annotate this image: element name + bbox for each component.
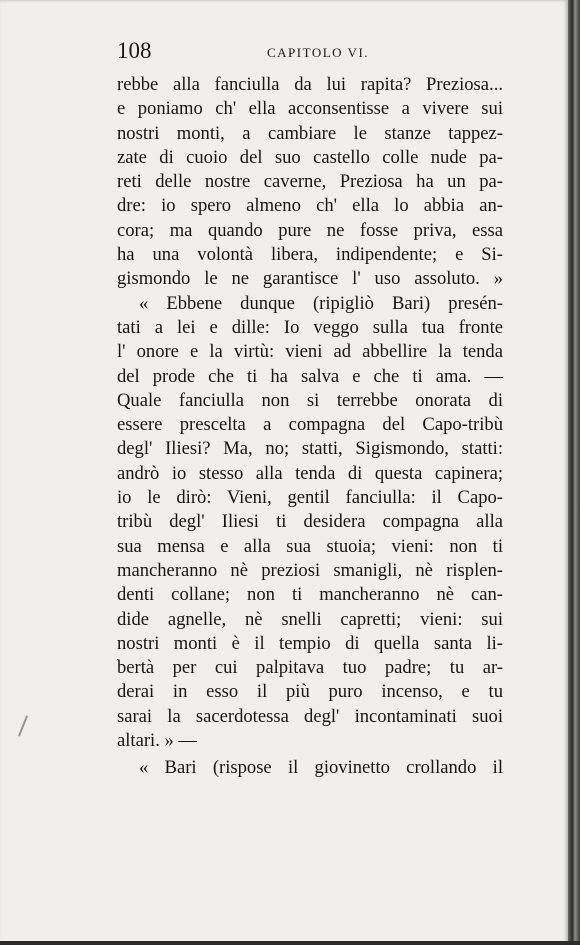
- text-line: sua mensa e alla sua stuoia; vieni: non ti: [117, 535, 503, 557]
- text-line: essere prescelta a compagna del Capo-tribù: [117, 414, 503, 436]
- text-line: l' onore e la virtù: vieni ad abbellire la tenda: [117, 341, 503, 363]
- text-line: gismondo le ne garantisce l' uso assoluto. »: [117, 268, 503, 290]
- text-line: dre: io spero almeno ch' ella lo abbia an-: [117, 195, 503, 217]
- text-line: « Ebbene dunque (ripigliò Bari) presén-: [139, 292, 503, 314]
- text-line: cora; ma quando pure ne fosse priva, essa: [117, 219, 503, 241]
- text-line: derai in esso il più puro incenso, e tu: [117, 681, 503, 703]
- text-line: del prode che ti ha salva e che ti ama. —: [117, 365, 503, 387]
- text-line: ha una volontà libera, indipendente; e Si-: [117, 244, 503, 266]
- text-line: sarai la sacerdotessa degl' incontaminati suoi: [117, 705, 503, 727]
- text-line: zate di cuoio del suo castello colle nude pa-: [117, 146, 503, 168]
- body-text: [117, 73, 503, 781]
- text-line: mancheranno nè preziosi smanigli, nè risplen-: [117, 559, 503, 581]
- text-line: tati a lei e dille: Io veggo sulla tua fronte: [117, 316, 503, 338]
- text-line: dide agnelle, nè snelli capretti; vieni: sui: [117, 608, 503, 630]
- text-line: denti collane; non ti mancheranno nè can-: [117, 584, 503, 606]
- text-line: tribù degl' Iliesi ti desidera compagna alla: [117, 511, 503, 533]
- bottom-edge: [0, 941, 580, 945]
- page-number: 108: [117, 38, 152, 63]
- text-line: « Bari (rispose il giovinetto crollando il: [139, 757, 503, 779]
- page-edge: [568, 0, 580, 945]
- text-line: rebbe alla fanciulla da lui rapita? Preziosa...: [117, 74, 503, 95]
- text-line: Quale fanciulla non si terrebbe onorata di: [117, 389, 503, 411]
- text-line: nostri monti è il tempio di quella santa li-: [117, 632, 503, 654]
- text-line: reti delle nostre caverne, Preziosa ha un pa-: [117, 171, 503, 193]
- text-line: degl' Iliesi? Ma, no; statti, Sigismondo, statti:: [117, 438, 503, 460]
- text-line: nostri monti, a cambiare le stanze tappez-: [117, 122, 503, 144]
- text-line: bertà per cui palpitava tuo padre; tu ar-: [117, 657, 503, 679]
- text-line: io le dirò: Vieni, gentil fanciulla: il Capo-: [117, 487, 503, 509]
- margin-pencil-mark: [18, 715, 28, 736]
- running-title: CAPITOLO VI.: [267, 45, 370, 60]
- text-line: andrò io stesso alla tenda di questa capinera;: [117, 462, 503, 484]
- text-line: altari. » —: [117, 730, 198, 752]
- text-line: e poniamo ch' ella acconsentisse a vivere sui: [117, 98, 503, 120]
- page-header: [117, 38, 507, 68]
